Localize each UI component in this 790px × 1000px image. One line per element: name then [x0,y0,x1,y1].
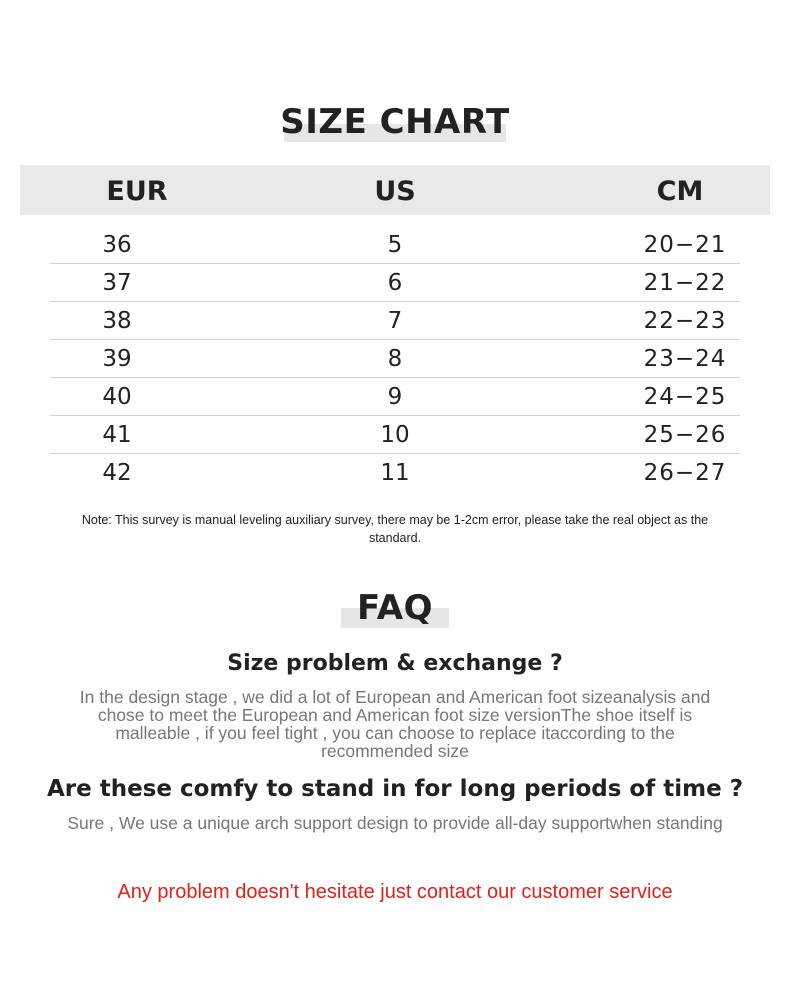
size-table-header [20,165,770,215]
faq-question-size: Size problem & exchange ? [227,651,563,676]
header-cm: CM [656,176,704,207]
faq-title-text: FAQ [356,588,434,628]
us-cell: 8 [387,346,403,372]
faq-question-comfort: Are these comfy to stand in for long periods of time ? [46,776,744,802]
us-cell: 7 [387,308,403,334]
eur-cell: 40 [102,384,132,410]
table-row [50,302,740,340]
faq-answer-comfort: Sure , We use a unique arch support design to provide all-day supportwhen standing [67,813,723,833]
size-table-body [50,226,740,492]
table-row [50,416,740,454]
header-us: US [374,176,416,207]
size-chart-title-text: SIZE CHART [280,102,510,142]
eur-cell: 41 [102,422,132,448]
us-cell: 6 [387,270,403,296]
faq-title [0,586,790,630]
cm-cell: 22−23 [643,308,727,334]
cm-cell: 26−27 [643,460,727,486]
cm-cell: 25−26 [643,422,727,448]
table-row [50,226,740,264]
size-chart-title [0,100,790,144]
us-cell: 5 [387,232,403,258]
eur-cell: 37 [102,270,132,296]
cm-cell: 24−25 [643,384,727,410]
table-row [50,340,740,378]
us-cell: 11 [380,460,410,486]
us-cell: 9 [387,384,403,410]
table-row [50,454,740,492]
header-eur: EUR [106,176,168,207]
cm-cell: 21−22 [643,270,727,296]
eur-cell: 38 [102,308,132,334]
cm-cell: 23−24 [643,346,727,372]
faq-answer-size: In the design stage , we did a lot of European and American foot sizeanalysis and chose to meet the European and American foot size versionThe shoe itself is malleable , if you feel tight , you can choose to replace itaccording to the recommended size [79,687,711,761]
eur-cell: 42 [102,460,132,486]
size-chart-note: Note: This survey is manual leveling auxiliary survey, there may be 1-2cm error, please take the real object as the standard. [81,513,709,545]
eur-cell: 36 [102,232,132,258]
contact-message: Any problem doesn't hesitate just contact our customer service [117,881,673,903]
us-cell: 10 [380,422,410,448]
cm-cell: 20−21 [643,232,727,258]
table-row [50,378,740,416]
table-row [50,264,740,302]
eur-cell: 39 [102,346,132,372]
